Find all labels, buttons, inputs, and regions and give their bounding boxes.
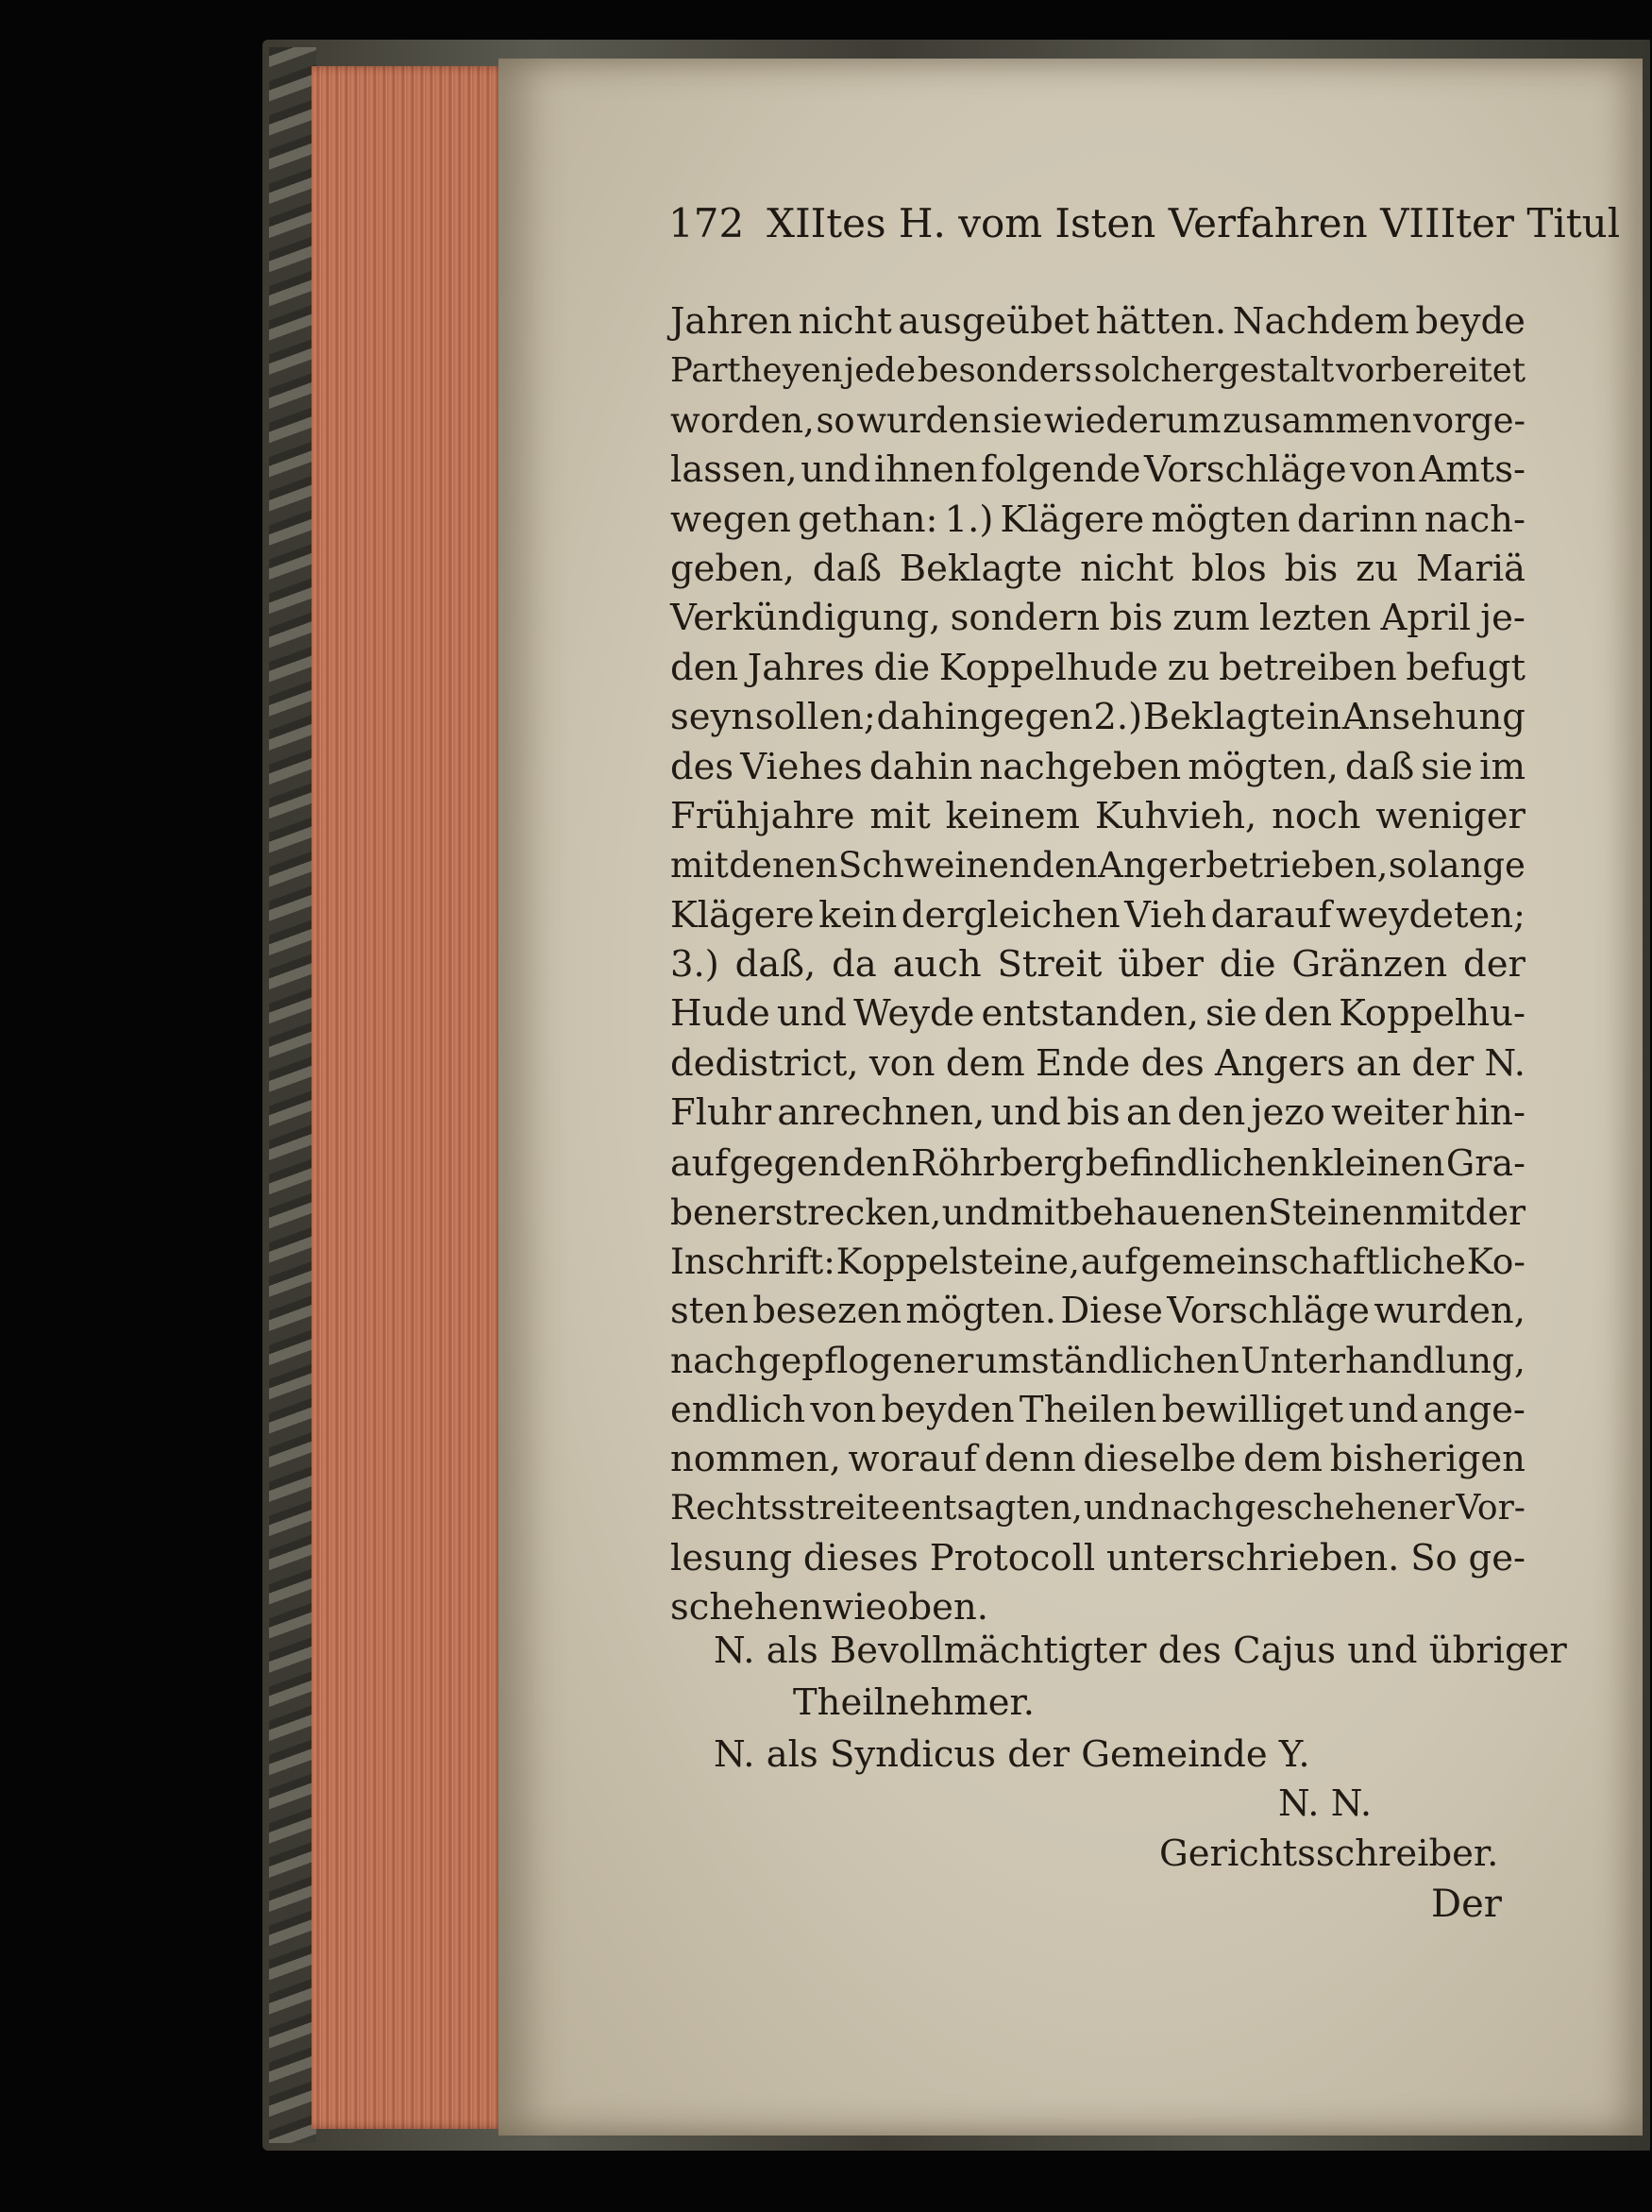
body-line: Inschrift: Koppelsteine, auf gemeinschaftliche Ko- bbox=[670, 1241, 1526, 1283]
page-block-edge bbox=[312, 66, 510, 2129]
catchword: Der bbox=[1431, 1883, 1502, 1926]
body-line: mit denen Schweinen den Anger betrieben, so lange bbox=[670, 845, 1526, 886]
body-line: worden, so wurden sie wiederum zusammen vorge- bbox=[670, 399, 1526, 441]
running-header bbox=[668, 200, 1621, 246]
body-line: seyn sollen; dahingegen 2.) Beklagte in Ansehung bbox=[670, 696, 1526, 739]
body-line: Jahren nicht ausgeübet hätten. Nachdem beyde bbox=[670, 300, 1526, 343]
body-line: Rechtsstreite entsagten, und nach geschehener Vor- bbox=[670, 1489, 1526, 1528]
body-line: auf gegen den Röhrberg befindlichen kleinen Gra- bbox=[670, 1141, 1526, 1184]
signature-line-3: N. als Syndicus der Gemeinde Y. bbox=[714, 1733, 1310, 1776]
body-line: Partheyen jede besonders solchergestalt vorbereitet bbox=[670, 351, 1526, 391]
body-line: 3.) daß, da auch Streit über die Gränzen der bbox=[670, 943, 1526, 987]
body-line: Frühjahre mit keinem Kuhvieh, noch weniger bbox=[670, 794, 1526, 837]
signature-line-1: N. als Bevollmächtigter des Cajus und übriger bbox=[714, 1629, 1567, 1672]
page-number: 172 bbox=[668, 200, 745, 246]
body-line: den Jahres die Koppelhude zu betreiben befugt bbox=[670, 646, 1526, 689]
signature-line-5: Gerichtsschreiber. bbox=[1159, 1832, 1499, 1875]
running-title: XIItes H. vom Isten Verfahren VIIIter Titul bbox=[767, 200, 1621, 246]
signature-line-2: Theilnehmer. bbox=[793, 1681, 1035, 1724]
body-text bbox=[670, 297, 1526, 1633]
body-line: Hude und Weyde entstanden, sie den Koppelhu- bbox=[670, 992, 1526, 1036]
body-line: geben, daß Beklagte nicht blos bis zu Mariä bbox=[670, 547, 1526, 590]
body-line: des Viehes dahin nachgeben mögten, daß sie im bbox=[670, 745, 1526, 788]
body-line: sten besezen mögten. Diese Vorschläge wurden, bbox=[670, 1289, 1526, 1332]
body-line: Fluhr anrechnen, und bis an den jezo weiter hin- bbox=[670, 1091, 1526, 1135]
body-line: endlich von beyden Theilen bewilliget und ange- bbox=[670, 1388, 1526, 1431]
body-line: wegen gethan: 1.) Klägere mögten darinn nach- bbox=[670, 498, 1526, 541]
body-line: Klägere kein dergleichen Vieh darauf weydeten; bbox=[670, 893, 1526, 937]
body-line: nommen, worauf denn dieselbe dem bisherigen bbox=[670, 1437, 1526, 1480]
body-line: ben erstrecken, und mit behauenen Steinen mit der bbox=[670, 1191, 1526, 1234]
body-line: dedistrict, von dem Ende des Angers an der N. bbox=[670, 1041, 1526, 1085]
body-line: schehen wie oben. bbox=[670, 1586, 988, 1629]
body-line: lesung dieses Protocoll unterschrieben. So ge- bbox=[670, 1536, 1526, 1579]
body-line: nach gepflogener umständlichen Unterhandlung, bbox=[670, 1340, 1526, 1382]
book-page bbox=[498, 59, 1643, 2136]
signature-line-4: N. N. bbox=[1278, 1782, 1373, 1825]
body-line: lassen, und ihnen folgende Vorschläge von Amts- bbox=[670, 448, 1526, 492]
body-line: Verkündigung, sondern bis zum lezten April je- bbox=[670, 597, 1526, 640]
marbled-cover-edge bbox=[269, 47, 316, 2143]
